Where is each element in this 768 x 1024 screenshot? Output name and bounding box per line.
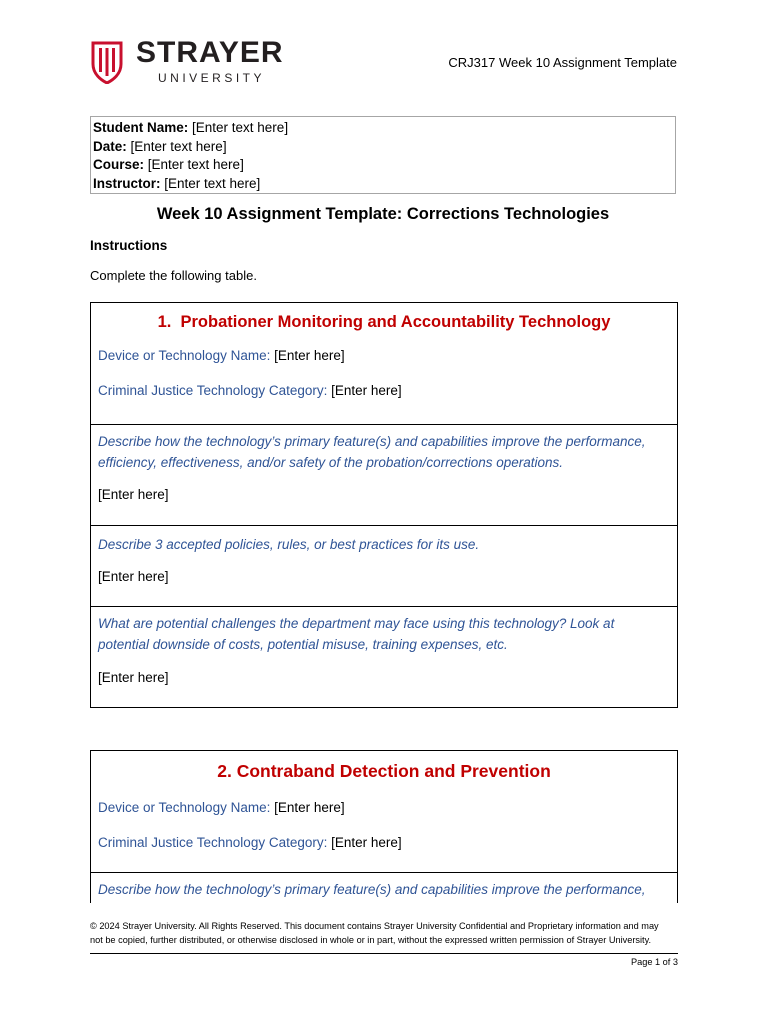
section-1-policies-answer[interactable]: [Enter here] bbox=[98, 569, 169, 584]
device-label: Device or Technology Name: bbox=[98, 800, 271, 815]
date-value[interactable]: [Enter text here] bbox=[126, 138, 227, 154]
section-2-table bbox=[90, 750, 678, 903]
section-1-policies-row bbox=[91, 525, 677, 606]
section-1-features-prompt: Describe how the technology’s primary feature(s) and capabilities improve the performance, efficiency, effectiveness, and/or safety of the probation/corrections operations. bbox=[98, 434, 646, 470]
student-name-value[interactable]: [Enter text here] bbox=[188, 120, 289, 135]
section-1-table bbox=[90, 302, 678, 708]
course-label: Course: bbox=[93, 157, 145, 172]
copyright-notice: © 2024 Strayer University. All Rights Reserved. This document contains Strayer University Confidential and Proprietary information and may not be copied, further distributed, or otherwise disclosed in whole or in part, without the expressed written permission of Strayer University. bbox=[90, 921, 659, 945]
student-info-box bbox=[90, 116, 676, 194]
page-number: Page 1 of 3 bbox=[631, 957, 678, 967]
section-2-title: 2. Contraband Detection and Prevention bbox=[217, 761, 551, 781]
student-name-label: Student Name: bbox=[93, 120, 189, 135]
instructor-label: Instructor: bbox=[93, 175, 161, 191]
device-value[interactable]: [Enter here] bbox=[270, 800, 345, 815]
category-label: Criminal Justice Technology Category: bbox=[98, 383, 328, 398]
category-value[interactable]: [Enter here] bbox=[327, 835, 402, 850]
section-2-header-row bbox=[91, 751, 677, 872]
section-1-challenges-answer[interactable]: [Enter here] bbox=[98, 670, 169, 685]
section-2-device-field[interactable] bbox=[98, 800, 670, 815]
section-1-device-field[interactable] bbox=[98, 348, 670, 363]
section-1-challenges-row bbox=[91, 606, 677, 707]
strayer-shield-icon bbox=[90, 40, 124, 84]
logo-subtitle: UNIVERSITY bbox=[158, 71, 266, 85]
section-2-features-row bbox=[91, 872, 677, 903]
section-1-policies-prompt: Describe 3 accepted policies, rules, or best practices for its use. bbox=[98, 537, 480, 552]
logo-title: STRAYER bbox=[136, 36, 284, 69]
section-1-features-row bbox=[91, 424, 677, 525]
section-1-title: 1. Probationer Monitoring and Accountability Technology bbox=[157, 313, 611, 331]
category-label: Criminal Justice Technology Category: bbox=[98, 835, 328, 850]
date-line[interactable] bbox=[93, 138, 673, 157]
section-2-category-field[interactable] bbox=[98, 835, 670, 850]
device-label: Device or Technology Name: bbox=[98, 348, 271, 363]
document-title: Week 10 Assignment Template: Corrections Technologies bbox=[156, 205, 610, 223]
date-label: Date: bbox=[93, 138, 127, 154]
footer-divider bbox=[90, 953, 678, 954]
section-1-category-field[interactable] bbox=[98, 383, 670, 398]
category-value[interactable]: [Enter here] bbox=[327, 383, 402, 398]
course-value[interactable]: [Enter text here] bbox=[144, 157, 244, 172]
strayer-logo bbox=[90, 38, 284, 85]
instructor-line[interactable] bbox=[93, 175, 673, 194]
section-1-header-row bbox=[91, 303, 677, 424]
course-line[interactable] bbox=[93, 156, 673, 175]
student-name-line[interactable] bbox=[93, 119, 673, 138]
instructions-heading: Instructions bbox=[90, 238, 168, 253]
instructor-value[interactable]: [Enter text here] bbox=[160, 175, 261, 191]
section-2-features-prompt: Describe how the technology’s primary feature(s) and capabilities improve the performance, bbox=[98, 882, 646, 897]
instructions-text: Complete the following table. bbox=[90, 268, 257, 283]
device-value[interactable]: [Enter here] bbox=[270, 348, 345, 363]
document-label: CRJ317 Week 10 Assignment Template bbox=[448, 55, 677, 70]
section-1-features-answer[interactable]: [Enter here] bbox=[98, 487, 169, 502]
section-1-challenges-prompt: What are potential challenges the department may face using this technology? Look at potential downside of costs, potential misuse, training expenses, etc. bbox=[98, 616, 615, 652]
